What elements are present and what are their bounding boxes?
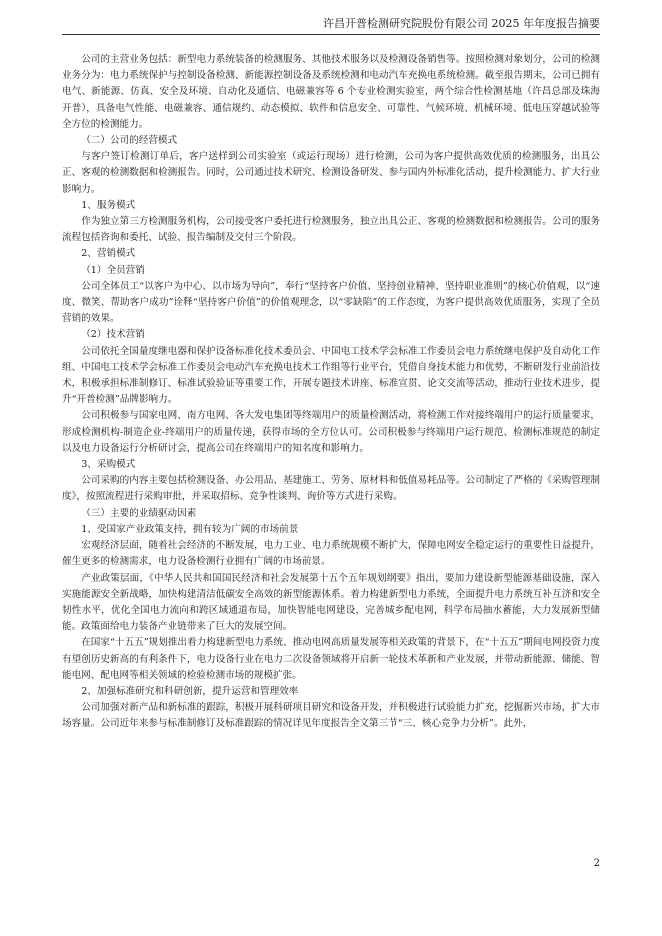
page-number: 2 <box>593 858 600 869</box>
paragraph: 在国家“十五五”规划推出着力构建新型电力系统、推动电网高质量发展等相关政策的背景下，在“十五五”期间电网投资力度有望创历史新高的有利条件下，电力设备行业在电力二次设备领域将开启新一轮技术革新和产业发展，并带动新能源、储能、智能电网、配电网等相关领域的检验检测市场的规模扩张。 <box>62 637 600 681</box>
paragraph: 作为独立第三方检测服务机构，公司接受客户委托进行检测服务，独立出具公正、客观的检测数据和检测报告。公司的服务流程包括咨询和委托、试验、报告编制及交付三个阶段。 <box>62 216 600 244</box>
subsection-heading: 3、采购模式 <box>81 459 136 471</box>
paragraph: 与客户签订检测订单后，客户送样到公司实验室（或运行现场）进行检测，公司为客户提供高效优质的检测服务，出具公正、客观的检测数据和检测报告。同时，公司通过技术研究、检测设备研发、参与国内外标准化活动，提升检测能力、扩大行业影响力。 <box>62 151 600 195</box>
document-body <box>62 52 600 733</box>
subsubsection-heading: （2）技术营销 <box>81 329 145 341</box>
subsection-heading: 2、加强标准研究和科研创新，提升运营和管理效率 <box>81 685 299 697</box>
section-heading: （三）主要的业绩驱动因素 <box>81 507 197 519</box>
subsection-heading: 2、营销模式 <box>81 248 136 260</box>
subsection-heading: 1、受国家产业政策支持，拥有较为广阔的市场前景 <box>81 523 299 535</box>
header-title: 许昌开普检测研究院股份有限公司 2025 年年度报告摘要 <box>323 17 600 30</box>
paragraph: 公司加强对新产品和新标准的跟踪，积极开展科研项目研究和设备开发，并积极进行试验能力扩充，挖掘新兴市场，扩大市场容量。公司近年来参与标准制修订及标准跟踪的情况详见年度报告全文第三节“三、核心竞争力分析”。此外， <box>62 702 600 730</box>
paragraph: 公司依托全国量度继电器和保护设备标准化技术委员会、中国电工技术学会标准工作委员会电力系统继电保护及自动化工作组、中国电工技术学会标准工作委员会电动汽车充换电技术工作组等行业平台，凭借自身技术能力和优势，不断研发行业前沿技术，积极承担标准制修订、标准试验验证等重要工作，开展专题技术讲座、标准宣贯、论文交流等活动，推动行业技术进步，提升“开普检测”品牌影响力。 <box>62 345 600 406</box>
page-header <box>62 14 600 35</box>
paragraph: 公司采购的内容主要包括检测设备、办公用品、基建施工、劳务、原材料和低值易耗品等。公司制定了严格的《采购管理制度》，按照流程进行采购审批，并采取招标、竞争性谈判、询价等方式进行采购。 <box>62 475 600 503</box>
section-heading: （二）公司的经营模式 <box>81 135 178 147</box>
subsubsection-heading: （1）全员营销 <box>81 264 145 276</box>
paragraph: 产业政策层面，《中华人民共和国国民经济和社会发展第十五个五年规划纲要》指出，要加力建设新型能源基础设施，深入实施能源安全新战略，加快构建清洁低碳安全高效的新型能源体系。着力构建新型电力系统，全面提升电力系统互补互济和安全韧性水平，优化全国电力流向和跨区域通道布局，加快智能电网建设，完善城乡配电网，科学布局抽水蓄能，大力发展新型储能。政策面给电力装备产业链带来了巨大的发展空间。 <box>62 572 600 633</box>
paragraph: 宏观经济层面，随着社会经济的不断发展，电力工业、电力系统规模不断扩大，保障电网安全稳定运行的重要性日益提升，催生更多的检测需求，电力设备检测行业拥有广阔的市场前景。 <box>62 540 600 568</box>
paragraph: 公司的主营业务包括：新型电力系统装备的检测服务、其他技术服务以及检测设备销售等。按照检测对象划分，公司的检测业务分为：电力系统保护与控制设备检测、新能源控制设备及系统检测和电动汽车充换电系统检测。截至报告期末，公司已拥有电气、新能源、仿真、安全及环境、自动化及通信、电磁兼容等 6 个专业检测实验室，两个综合性检测基地（许昌总部及珠海开普），具备电气性能、电磁兼容、通信规约、动态模拟、软件和信息安全、可靠性、气候环境、机械环境、低电压穿越试验等全方位的检测能力。 <box>62 54 600 130</box>
paragraph: 公司积极参与国家电网、南方电网、各大发电集团等终端用户的质量检测活动，将检测工作对接终端用户的运行质量要求，形成检测机构-制造企业-终端用户的质量传递，获得市场的全方位认可。公司积极参与终端用户运行规范、检测标准规范的制定以及电力设备运行分析研讨会，提高公司在终端用户的知名度和影响力。 <box>62 410 600 454</box>
subsection-heading: 1、服务模式 <box>81 199 136 211</box>
paragraph: 公司全体员工“以客户为中心、以市场为导向”，奉行“坚持客户价值、坚持创业精神、坚持职业准则”的核心价值观，以“速度、微笑、帮助客户成功”诠释“坚持客户价值”的价值观理念，以“零缺陷”的工作态度，为客户提供高效优质服务，实现了全员营销的效果。 <box>62 280 600 325</box>
